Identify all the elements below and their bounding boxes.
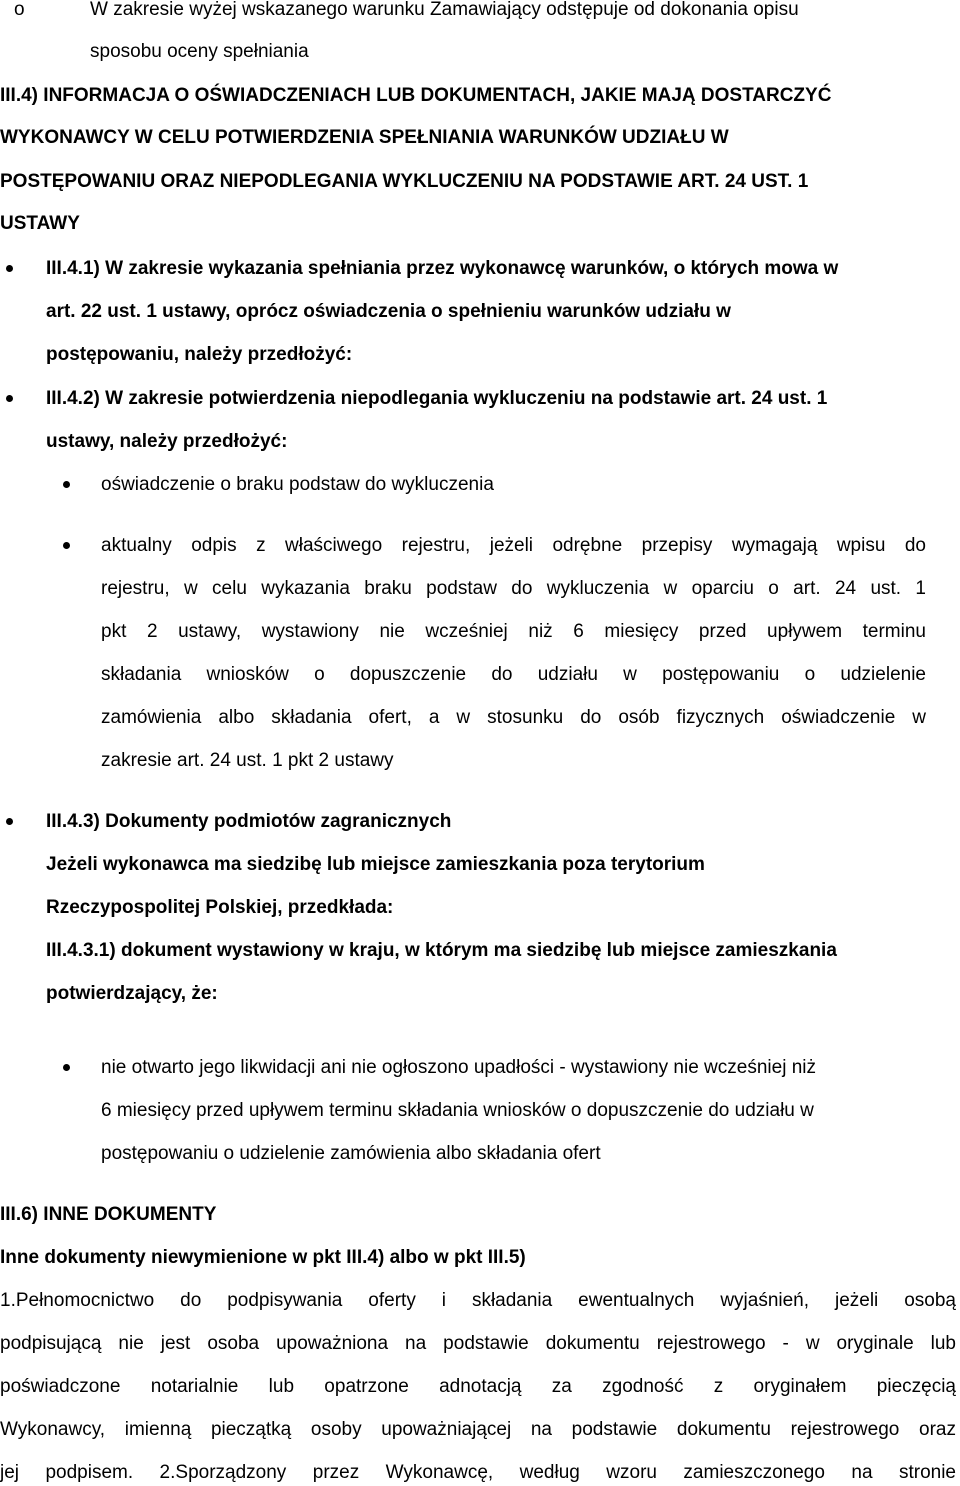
section-heading: III.4) INFORMACJA O OŚWIADCZENIACH LUB DOKUMENTACH, JAKIE MAJĄ DOSTARCZYĆ (0, 85, 832, 106)
list-item-text: 6 miesięcy przed upływem terminu składania wniosków o dopuszczenie do udziału w (101, 1100, 814, 1121)
subsection-heading: Jeżeli wykonawca ma siedzibę lub miejsce zamieszkania poza terytorium (46, 854, 705, 875)
paragraph-line: poświadczone notarialnie lub opatrzone adnotacją za zgodność z oryginałem pieczęcią (0, 1376, 956, 1397)
bullet-marker (6, 395, 13, 402)
list-item-text: zakresie art. 24 ust. 1 pkt 2 ustawy (101, 750, 394, 771)
list-marker-o: o (14, 0, 25, 20)
bullet-marker (6, 818, 13, 825)
subsection-heading: III.4.1) W zakresie wykazania spełniania przez wykonawcę warunków, o których mowa w (46, 258, 839, 279)
paragraph-line: 1.Pełnomocnictwo do podpisywania oferty i składania ewentualnych wyjaśnień, jeżeli osobą (0, 1290, 956, 1311)
subsection-heading: Rzeczypospolitej Polskiej, przedkłada: (46, 897, 394, 918)
list-item-text: zamówienia albo składania ofert, a w stosunku do osób fizycznych oświadczenie w (101, 707, 926, 728)
paragraph-line: jej podpisem. 2.Sporządzony przez Wykonawcę, według wzoru zamieszczonego na stronie (0, 1462, 956, 1483)
list-item-text: pkt 2 ustawy, wystawiony nie wcześniej niż 6 miesięcy przed upływem terminu (101, 621, 926, 642)
list-item-text: rejestru, w celu wykazania braku podstaw do wykluczenia w oparciu o art. 24 ust. 1 (101, 578, 926, 599)
paragraph-line: podpisującą nie jest osoba upoważniona na podstawie dokumentu rejestrowego - w oryginale lub (0, 1333, 956, 1354)
bullet-marker (63, 1064, 70, 1071)
subsection-heading: ustawy, należy przedłożyć: (46, 431, 288, 452)
bullet-marker (6, 265, 13, 272)
section-heading: Inne dokumenty niewymienione w pkt III.4) albo w pkt III.5) (0, 1247, 526, 1268)
subsection-heading: III.4.3.1) dokument wystawiony w kraju, w którym ma siedzibę lub miejsce zamieszkania (46, 940, 837, 961)
text-line: sposobu oceny spełniania (90, 41, 309, 62)
list-item-text: postępowaniu o udzielenie zamówienia albo składania ofert (101, 1143, 601, 1164)
section-heading: USTAWY (0, 213, 80, 234)
subsection-heading: potwierdzający, że: (46, 983, 218, 1004)
subsection-heading: III.4.3) Dokumenty podmiotów zagranicznych (46, 811, 452, 832)
subsection-heading: postępowaniu, należy przedłożyć: (46, 344, 353, 365)
section-heading: POSTĘPOWANIU ORAZ NIEPODLEGANIA WYKLUCZENIU NA PODSTAWIE ART. 24 UST. 1 (0, 171, 809, 192)
text-line: W zakresie wyżej wskazanego warunku Zamawiający odstępuje od dokonania opisu (90, 0, 799, 20)
paragraph-line: Wykonawcy, imienną pieczątką osoby upoważniającej na podstawie dokumentu rejestrowego oraz (0, 1419, 956, 1440)
section-heading: III.6) INNE DOKUMENTY (0, 1204, 217, 1225)
list-item-text: aktualny odpis z właściwego rejestru, jeżeli odrębne przepisy wymagają wpisu do (101, 535, 926, 556)
section-heading: WYKONAWCY W CELU POTWIERDZENIA SPEŁNIANIA WARUNKÓW UDZIAŁU W (0, 127, 729, 148)
list-item-text: oświadczenie o braku podstaw do wykluczenia (101, 474, 494, 495)
subsection-heading: III.4.2) W zakresie potwierdzenia niepodlegania wykluczeniu na podstawie art. 24 ust. 1 (46, 388, 828, 409)
subsection-heading: art. 22 ust. 1 ustawy, oprócz oświadczenia o spełnieniu warunków udziału w (46, 301, 731, 322)
list-item-text: składania wniosków o dopuszczenie do udziału w postępowaniu o udzielenie (101, 664, 926, 685)
bullet-marker (63, 481, 70, 488)
bullet-marker (63, 542, 70, 549)
list-item-text: nie otwarto jego likwidacji ani nie ogłoszono upadłości - wystawiony nie wcześniej niż (101, 1057, 816, 1078)
